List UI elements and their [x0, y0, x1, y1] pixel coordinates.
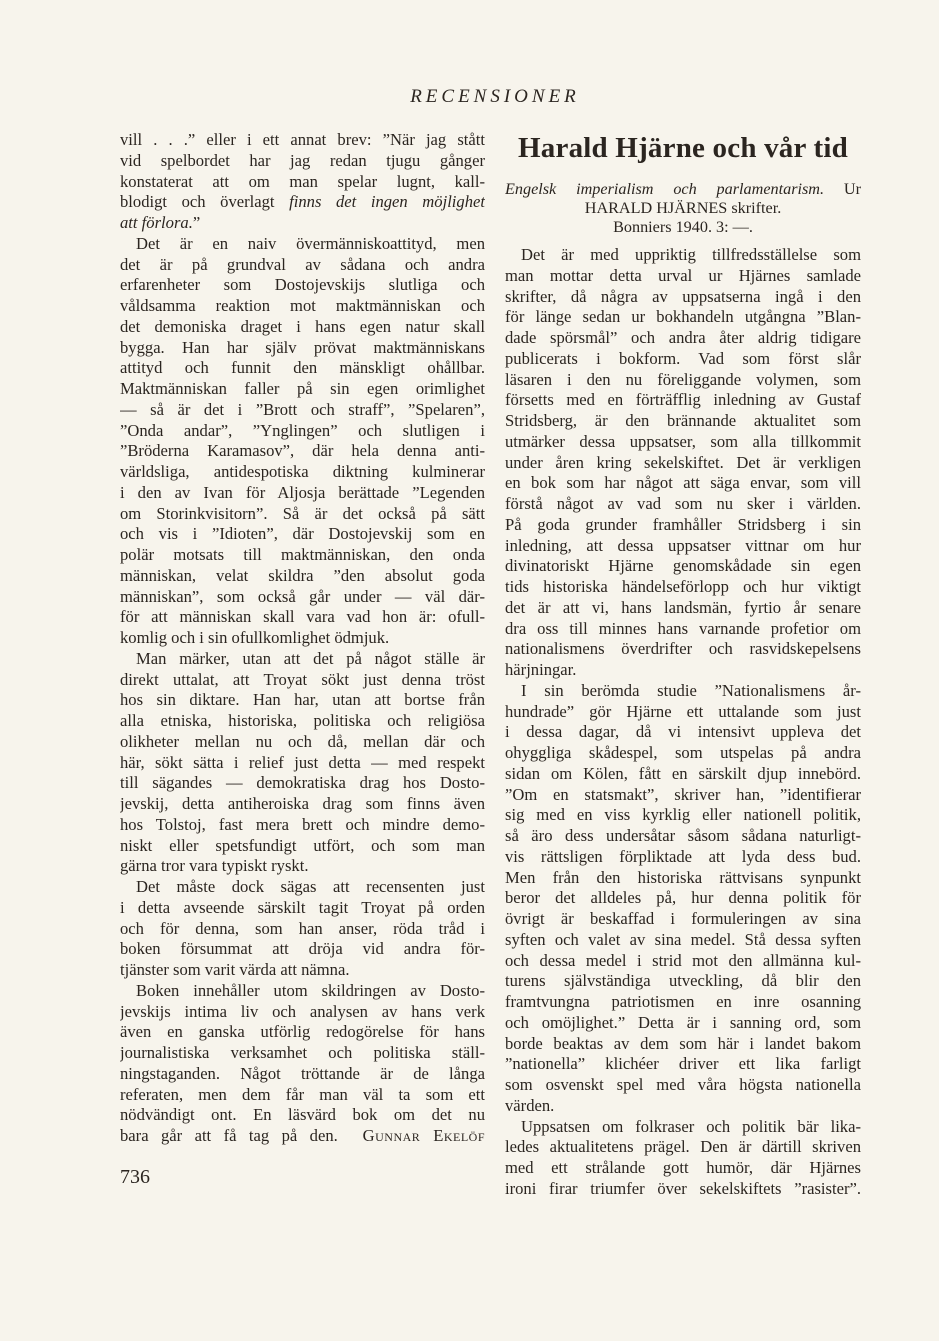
text-line: sig med en viss kyrklig eller nationell politik,: [505, 805, 861, 825]
text-line: attityd och funnit den mänskligt ohållbar.: [120, 358, 485, 378]
text-line: ”Onda andar”, ”Ynglingen” och slutligen i: [120, 420, 485, 440]
text-line: HARALD HJÄRNES skrifter.: [584, 199, 782, 217]
text-line: konstaterat att om man spelar lugnt, kall-: [120, 171, 485, 191]
text-line: och dessa medel i strid mot den allmänna kul-: [505, 950, 861, 970]
text-line: ”Om en statsmakt”, skriver han, ”identifierar: [505, 784, 861, 804]
left-column: [120, 130, 485, 1147]
paragraph: [120, 649, 485, 877]
text-line: Bonniers 1940. 3: —.: [613, 218, 753, 236]
text-line: i den av Ivan för Aljosja berättade ”Legenden: [120, 482, 485, 502]
text-line: Stridsberg, är den brännande aktualitet som: [505, 411, 861, 430]
text-line: [505, 180, 861, 199]
text-line: — så är det i ”Brott och straff”, ”Spelaren”,: [120, 399, 485, 419]
text-line: det är på grundval av sådana och andra: [120, 254, 485, 274]
text-line: härjningar.: [505, 660, 577, 679]
text-line: Det måste dock sägas att recensenten just: [136, 877, 485, 896]
text-line: [120, 192, 485, 213]
text-line: ”Bröderna Karamasov”, där hela denna anti-: [120, 441, 485, 461]
text-line: På goda grunder framhåller Stridsberg i sin: [505, 514, 861, 534]
text-line: för länge sedan ur bokhandeln utgångna ”Blan-: [505, 307, 861, 327]
paragraph: [505, 1117, 861, 1200]
text-line: våldsamma reaktion mot maktmänniskan och: [120, 296, 485, 315]
italic-text: att förlora.: [120, 213, 193, 232]
text-line: alla etniska, historiska, politiska och religiösa: [120, 711, 485, 730]
text-line: ledes aktualitetens prägel. Den är därtill skriven: [505, 1137, 861, 1157]
text-line: människan, velat skildra ”den absolut goda: [120, 565, 485, 585]
text-line: [120, 1126, 485, 1147]
text-line: I sin berömda studie ”Nationalismens år-: [521, 680, 861, 700]
text-segment: ”: [192, 213, 201, 232]
text-line: hos Tolstoj, fast mera brett och mindre demo-: [120, 814, 485, 834]
text-line: under åren kring sekelskiftet. Det är verkligen: [505, 452, 861, 472]
text-line: komlig och i sin ofullkomlighet ödmjuk.: [120, 628, 390, 647]
text-line: man mottar detta urval ur Hjärnes samlade: [505, 265, 861, 285]
text-line: direkt uttalat, att Troyat sökt just denna tröst: [120, 669, 485, 689]
text-line: nationalismens överdrifter och rasvidskepelsens: [505, 639, 861, 659]
text-line: ohyggliga skådespel, som utspelas på andra: [505, 743, 861, 762]
text-line: hos sin diktare. Han har, utan att bortse från: [120, 690, 485, 710]
paragraph: [505, 245, 861, 681]
text-line: gärna tror vara typiskt ryskt.: [120, 856, 309, 876]
text-line: som osvenskt spel med våra högsta nationella: [505, 1075, 861, 1094]
text-line: till sägandes — demokratiska drag hos Dosto-: [120, 773, 485, 793]
paragraph: [120, 234, 485, 649]
paragraph: [120, 981, 485, 1147]
text-line: vis rättsligen förpliktade att lyda dess bud.: [505, 846, 861, 866]
text-line: publicerats i bokform. Vad som först slår: [505, 348, 861, 368]
text-line: värden.: [505, 1095, 555, 1115]
text-line: [120, 213, 485, 234]
text-line: beror det alldeles på, hur denna politik för: [505, 888, 861, 908]
text-line: tjänster som varit värda att nämna.: [120, 960, 350, 979]
text-line: så äro dess undersåtar såsom sådana naturligt-: [505, 826, 861, 845]
text-line: nödvändigt ont. En läsvärd bok om det nu: [120, 1105, 485, 1125]
paragraph: [120, 877, 485, 981]
text-line: sidan om Kölen, fått en särskilt djup innebörd.: [505, 763, 861, 783]
text-line: jevskijs intima liv och analysen av hans verk: [120, 1001, 485, 1021]
text-line: jevskij, detta antiheroiska drag som finns även: [120, 794, 485, 813]
text-line: divinatoriskt Hjärne genomskådade sin egen: [505, 556, 861, 576]
text-line: övrigt är beskaffad i formuleringen av sina: [505, 909, 861, 928]
text-line: vill . . .” eller i ett annat brev: ”När jag stått: [120, 130, 485, 149]
text-line: inledning, att dessa uppsatser vittnar om hur: [505, 535, 861, 555]
text-line: Det är med uppriktig tillfredsställelse som: [521, 245, 861, 264]
text-line: även en ganska utförlig redogörelse för hans: [120, 1022, 485, 1042]
text-line: dra oss till minnes hans varnande profetior om: [505, 618, 861, 638]
text-line: olikheter mellan nu och då, mellan där och: [120, 731, 485, 751]
text-segment: Ur: [824, 180, 861, 198]
text-line: vid spelbordet har jag redan tjugu gånger: [120, 150, 485, 170]
text-line: Boken innehåller utom skildringen av Dosto-: [136, 980, 485, 1000]
text-line: turens självständiga utveckling, då blir den: [505, 971, 861, 991]
text-line: det demoniska draget i hans egen natur skall: [120, 316, 485, 336]
text-line: erfarenheter som Dostojevskijs slutliga och: [120, 275, 485, 295]
text-line: ironi firar triumfer över sekelskiftets ”rasister”.: [505, 1178, 861, 1198]
text-line: utmärker dessa uppsatser, som alla tillkommit: [505, 431, 861, 451]
text-line: Uppsatsen om folkraser och politik bär lika-: [521, 1116, 861, 1136]
text-line: människan”, som också går under — väl där-: [120, 586, 485, 606]
running-head: RECENSIONER: [410, 86, 580, 107]
text-line: här, sökt sätta i relief just detta — med respekt: [120, 752, 485, 772]
text-line: förstå något av vad som nu sker i världen.: [505, 494, 861, 513]
book-citation: [505, 180, 861, 237]
text-line: referaten, men dem får man väl ta som ett: [120, 1084, 485, 1104]
text-line: skrifter, då några av uppsatserna ingå i den: [505, 286, 861, 306]
text-segment: bara går att få tag på den.: [120, 1126, 363, 1145]
article-body: [505, 245, 861, 1200]
text-line: i detta avseende särskilt tagit Troyat på orden: [120, 897, 485, 917]
text-line: för att människan skall vara vad hon är: ofull-: [120, 607, 485, 627]
text-line: försetts med en förträfflig inledning av Gustaf: [505, 390, 861, 410]
text-line: Maktmänniskan faller på sin egen orimlighet: [120, 379, 485, 398]
text-line: världsliga, antidespotiska diktning kulminerar: [120, 462, 485, 481]
text-line: dade spörsmål” och andra åter aldrig tidigare: [505, 328, 861, 347]
text-line: och omöjlighet.” Detta är i sanning ord, som: [505, 1012, 861, 1032]
text-line: niskt eller spetsfundigt utfört, och som man: [120, 835, 485, 855]
page-number: 736: [120, 1166, 150, 1188]
paragraph: [505, 681, 861, 1117]
italic-text: finns det ingen möjlighet: [289, 192, 485, 212]
text-line: Det är en naiv övermänniskoattityd, men: [136, 233, 485, 253]
italic-text: Engelsk imperialism och parlamentarism.: [505, 180, 825, 198]
text-line: med ett strålande gott humör, där Hjärnes: [505, 1158, 861, 1177]
text-line: Man märker, utan att det på något ställe är: [136, 648, 485, 668]
text-line: journalistiska verksamhet och politiska ställ-: [120, 1043, 485, 1062]
text-line: polär motsats till maktmänniskan, den onda: [120, 545, 485, 564]
text-line: om Storinkvisitorn”. Så är det också på sätt: [120, 503, 485, 523]
text-line: läsaren i den nu föreliggande volymen, som: [505, 369, 861, 389]
text-line: bygga. Han har själv prövat maktmänniskans: [120, 337, 485, 357]
text-line: en bok som har något att säga envar, som vill: [505, 473, 861, 493]
text-line: hundrade” gör Hjärne ett uttalande som just: [505, 701, 861, 721]
text-line: i dessa dagar, då vi intensivt uppleva det: [505, 722, 861, 742]
text-line: tids historiska händelseförlopp och hur viktigt: [505, 577, 861, 596]
author-signature: Gunnar Ekelöf: [362, 1126, 485, 1145]
text-segment: blodigt och överlagt: [120, 192, 290, 212]
text-line: ningstaganden. Något tröttande är de långa: [120, 1063, 485, 1083]
text-line: framtvungna patriotismen en inre osanning: [505, 992, 861, 1011]
text-line: Men från den historiska rättvisans synpunkt: [505, 867, 861, 887]
article-title: Harald Hjärne och vår tid: [518, 132, 848, 164]
text-line: och vis i ”Idioten”, där Dostojevskij som en: [120, 524, 485, 544]
text-line: det är att vi, hans landsmän, fyrtio år senare: [505, 597, 861, 617]
paragraph: [120, 130, 485, 234]
text-line: syften och valet av sina medel. Stå dessa syften: [505, 929, 861, 949]
text-line: och för denna, som han anser, röda tråd i: [120, 918, 485, 938]
text-line: borde beaktas av dem som här i landet bakom: [505, 1033, 861, 1053]
right-column: [505, 130, 861, 1200]
text-line: boken försummat att dröja vid andra för-: [120, 939, 485, 959]
text-line: ”nationella” klichéer driver ett lika farligt: [505, 1054, 861, 1074]
